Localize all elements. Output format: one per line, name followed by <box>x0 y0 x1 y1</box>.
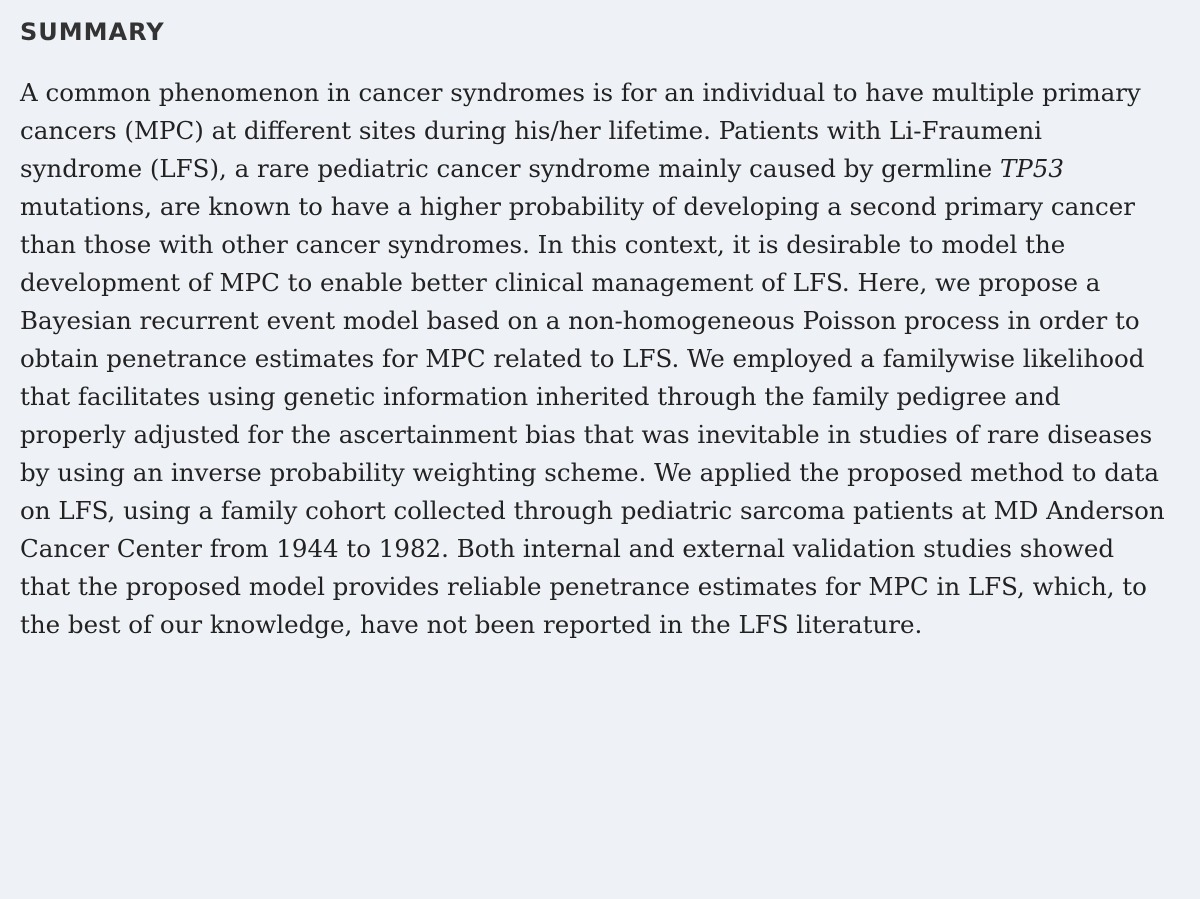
summary-section <box>20 14 1170 644</box>
section-heading: SUMMARY <box>20 18 165 46</box>
abstract-text-part2: mutations, are known to have a higher probability of developing a second primary cancer than those with other cancer syndromes. In this context, it is desirable to model the development of MPC to enable better clinical management of LFS. Here, we propose a Bayesian recurrent event model based on a non-homogeneous Poisson process in order to obtain penetrance estimates for MPC related to LFS. We employed a familywise likelihood that facilitates using genetic information inherited through the family pedigree and properly adjusted for the ascertainment bias that was inevitable in studies of rare diseases by using an inverse probability weighting scheme. We applied the proposed method to data on LFS, using a family cohort collected through pediatric sarcoma patients at MD Anderson Cancer Center from 1944 to 1982. Both internal and external validation studies showed that the proposed model provides reliable penetrance estimates for MPC in LFS, which, to the best of our knowledge, have not been reported in the LFS literature. <box>20 192 1165 639</box>
gene-name: TP53 <box>999 154 1064 183</box>
abstract-text-part1: A common phenomenon in cancer syndromes is for an individual to have multiple primary cancers (MPC) at different sites during his/her lifetime. Patients with Li-Fraumeni syndrome (LFS), a rare pediatric cancer syndrome mainly caused by germline <box>20 78 1141 183</box>
abstract-paragraph <box>20 74 1170 644</box>
